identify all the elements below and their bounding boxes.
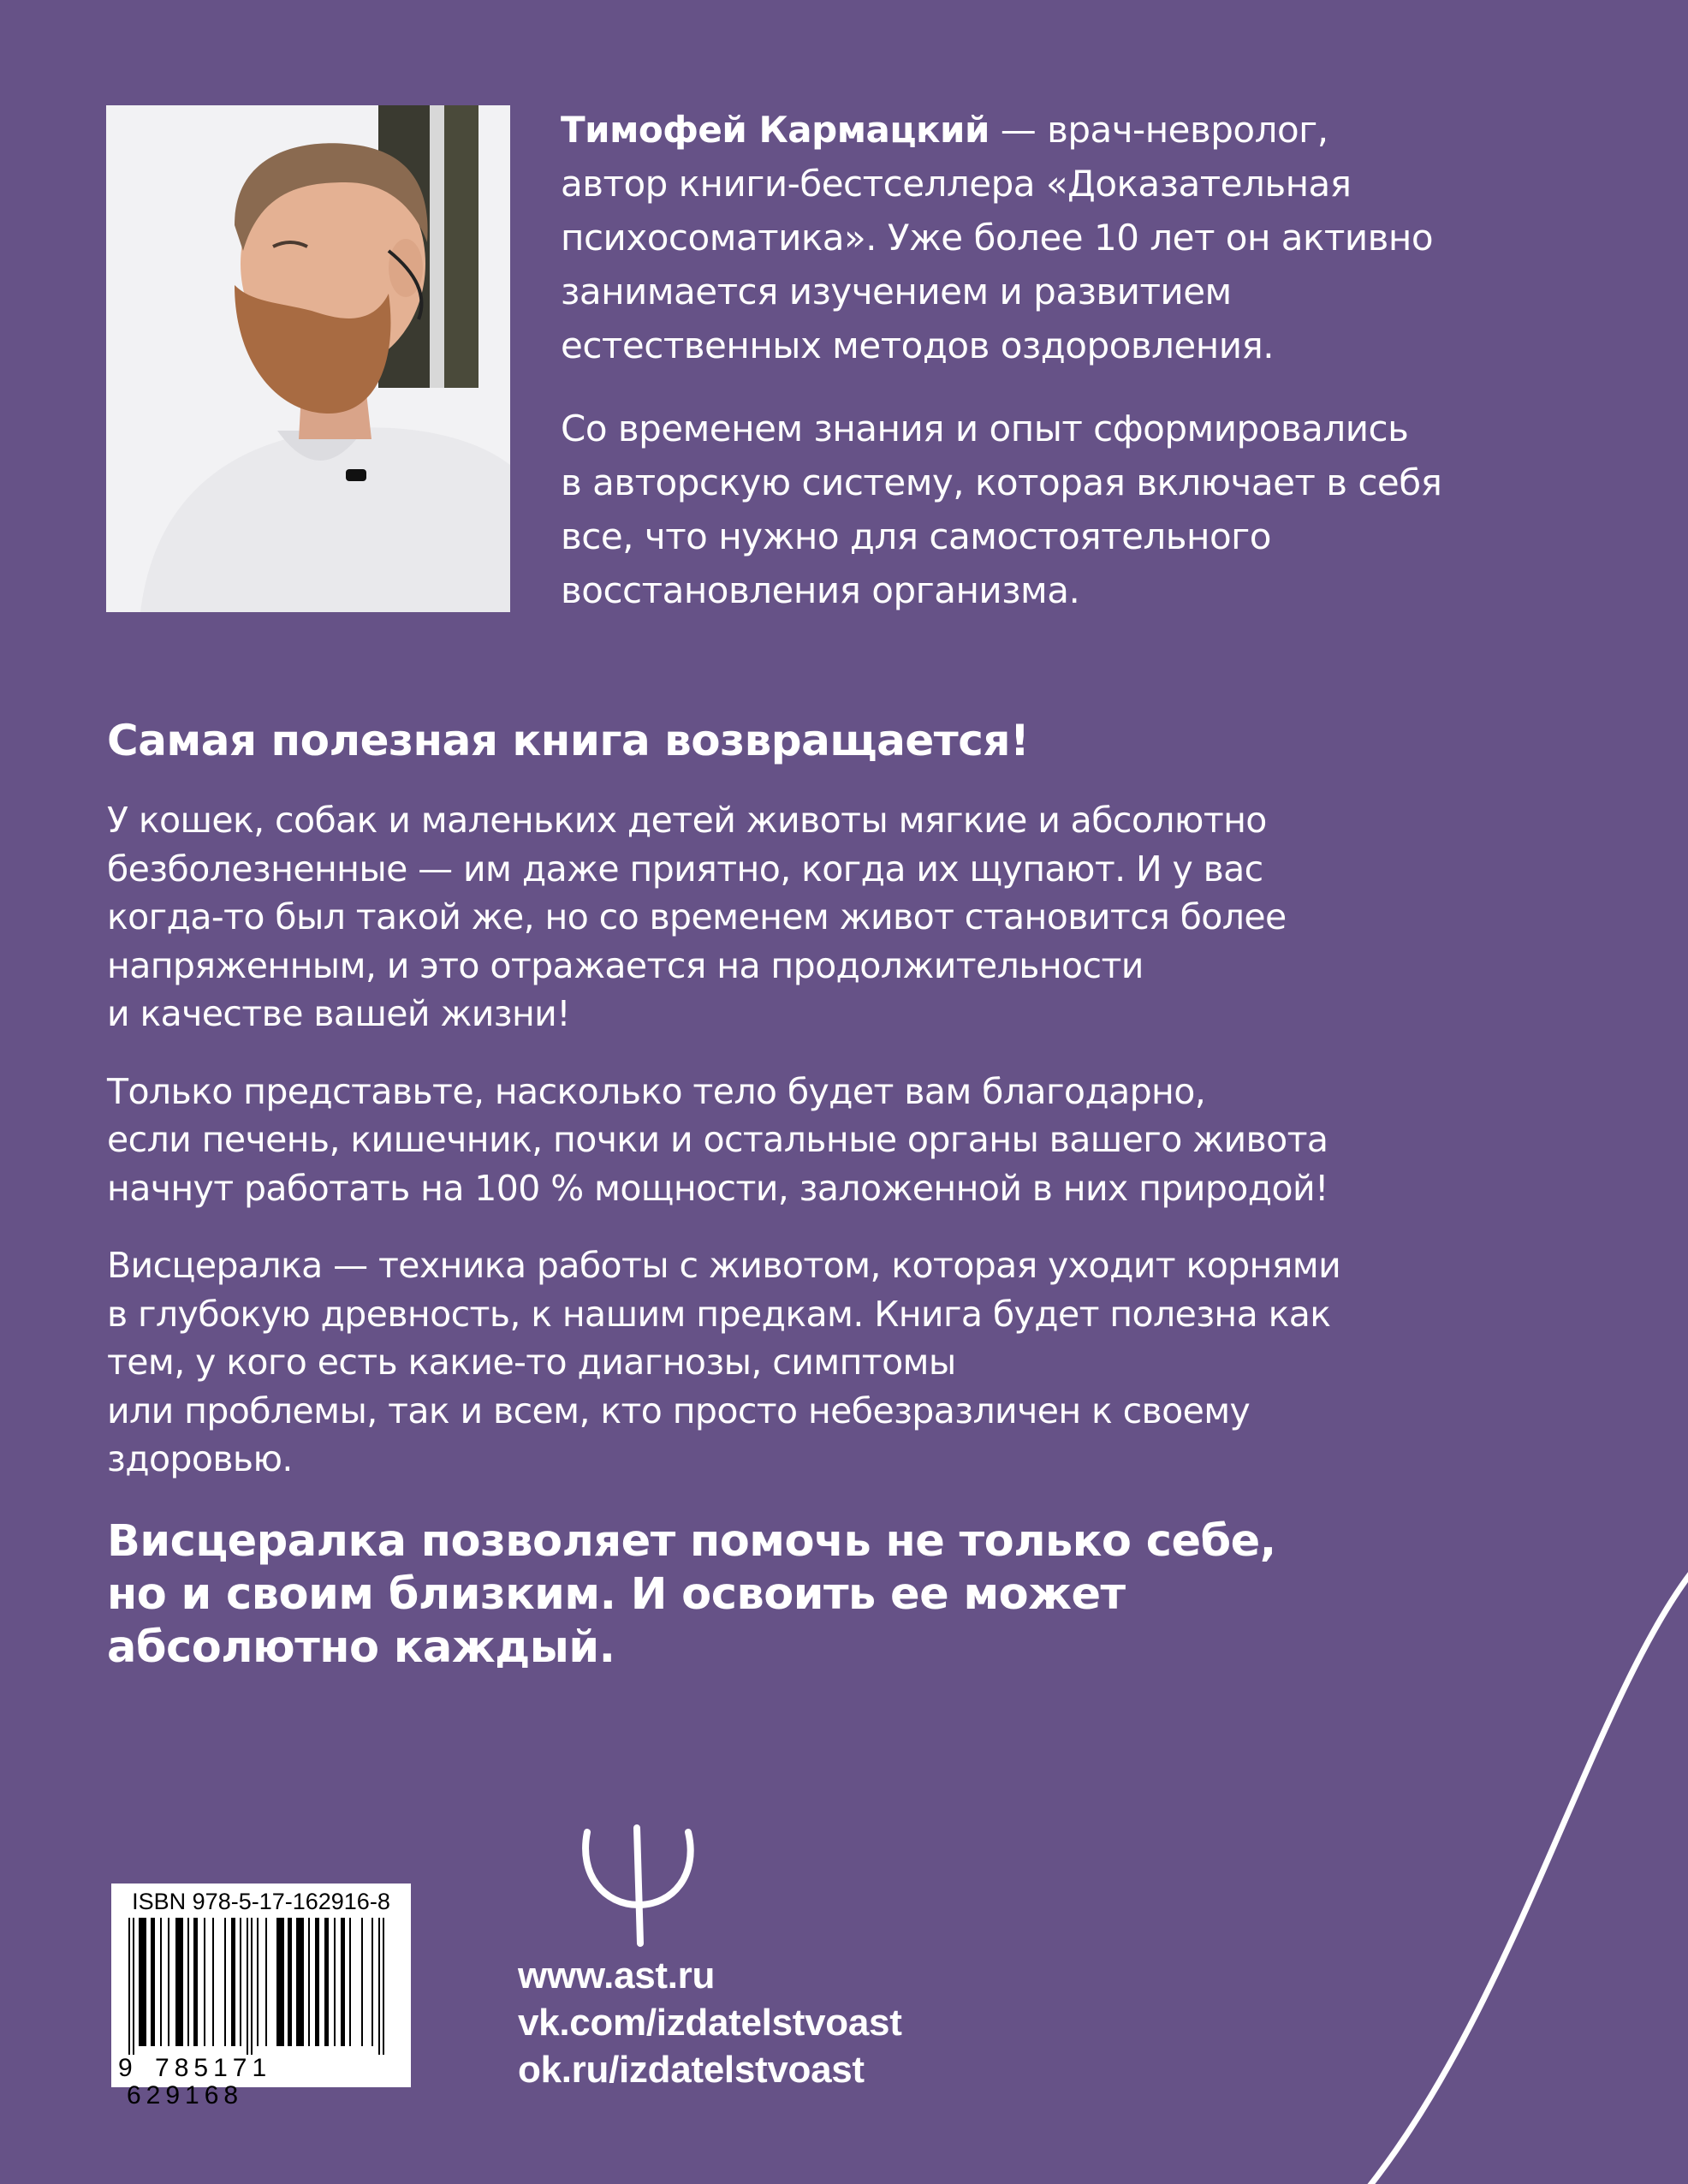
- link-ok[interactable]: ok.ru/izdatelstvoast: [518, 2049, 865, 2091]
- isbn-label: ISBN 978-5-17-162916-8: [132, 1889, 390, 1914]
- author-bio-paragraph-1: Тимофей Кармацкий — врач-невролог, автор книги-бестселлера «Доказательная психосоматика». Уже более 10 лет он активно занимается изучением и развитием естественных методов оздоровления.: [561, 109, 1434, 366]
- description-body: [107, 796, 1648, 1513]
- section-heading: Самая полезная книга возвращается!: [107, 716, 1030, 765]
- description-paragraph-1: У кошек, собак и маленьких детей животы мягкие и абсолютно безболезненные — им даже приятно, когда их щупают. И у вас когда-то был такой же, но со временем живот становится более напряженным, и это отражается на продолжительности и качестве вашей жизни!: [107, 800, 1287, 1034]
- ean-digits: 9 785171 629168: [118, 2054, 272, 2110]
- author-bio: [561, 103, 1639, 646]
- description-paragraph-3: Висцералка — техника работы с животом, которая уходит корнями в глубокую древность, к нашим предкам. Книга будет полезна как тем, у кого есть какие-то диагнозы, симптомы или проблемы, так и всем, кто просто небезразличен к своему здоровью.: [107, 1245, 1341, 1479]
- isbn-barcode: [111, 1883, 411, 2110]
- author-portrait-image: [106, 105, 510, 612]
- author-name: Тимофей Кармацкий: [561, 109, 990, 151]
- link-website[interactable]: www.ast.ru: [518, 1955, 716, 1997]
- description-paragraph-2: Только представьте, насколько тело будет вам благодарно, если печень, кишечник, почки и остальные органы вашего живота начнут работать на 100 % мощности, заложенной в них природой!: [107, 1070, 1328, 1209]
- publisher-links: [518, 1952, 902, 2093]
- author-bio-paragraph-2: Со временем знания и опыт сформировались в авторскую систему, которая включает в себя все, что нужно для самостоятельного восстановления организма.: [561, 408, 1442, 611]
- psi-trident-icon: [579, 1824, 698, 1948]
- barcode-bars-icon: [128, 1918, 389, 2055]
- link-vk[interactable]: vk.com/izdatelstvoast: [518, 2002, 902, 2044]
- closing-statement: Висцералка позволяет помочь не только себе, но и своим близким. И освоить ее может абсолютно каждый.: [107, 1516, 1276, 1673]
- author-photo: [106, 105, 510, 612]
